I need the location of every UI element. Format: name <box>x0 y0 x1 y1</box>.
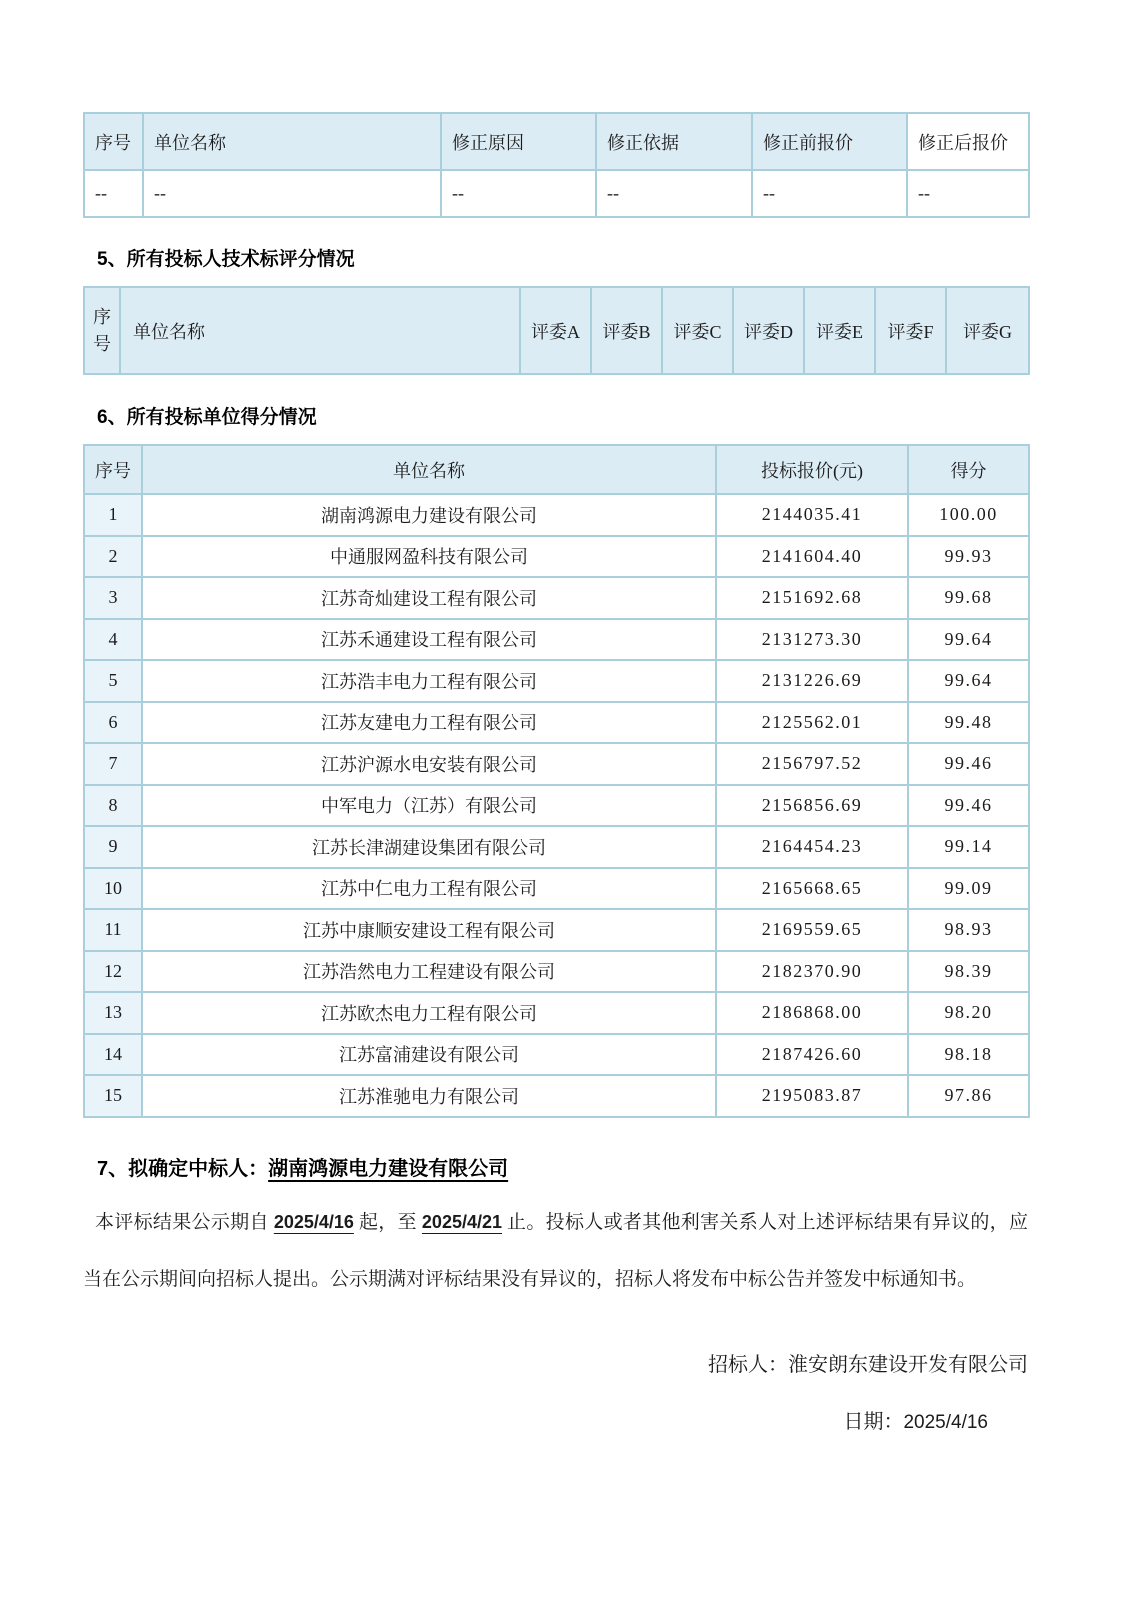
score-cell: 99.64 <box>908 619 1029 661</box>
score-cell: 98.18 <box>908 1034 1029 1076</box>
correction-cell: -- <box>84 170 143 217</box>
price-cell: 2151692.68 <box>716 577 908 619</box>
company-cell: 江苏沪源水电安装有限公司 <box>142 743 716 785</box>
column-header-judge-a: 评委A <box>520 287 591 374</box>
date-value: 2025/4/16 <box>903 1411 988 1433</box>
column-header-company: 单位名称 <box>142 445 716 494</box>
correction-cell: -- <box>907 170 1029 217</box>
notice-date-to: 2025/4/21 <box>421 1211 502 1232</box>
score-row <box>84 494 1029 536</box>
winner-name: 湖南鸿源电力建设有限公司 <box>268 1157 509 1180</box>
company-cell: 中通服网盈科技有限公司 <box>142 536 716 578</box>
score-cell: 98.93 <box>908 909 1029 951</box>
price-cell: 2164454.23 <box>716 826 908 868</box>
notice-text: 起，至 <box>353 1211 422 1233</box>
score-row <box>84 577 1029 619</box>
score-cell: 99.68 <box>908 577 1029 619</box>
section-5-title: 5、所有投标人技术标评分情况 <box>97 249 355 270</box>
rank-cell: 13 <box>84 992 142 1034</box>
notice-text: 止。投标人或者其他利害关系人对上述评标结果有异议的，应当在公示期间向招标人提出。公示期满对评标结果没有异议的，招标人将发布中标公告并签发中标通知书。 <box>83 1211 1028 1290</box>
column-header-judge-g: 评委G <box>946 287 1029 374</box>
rank-cell: 3 <box>84 577 142 619</box>
company-cell: 江苏长津湖建设集团有限公司 <box>142 826 716 868</box>
column-header-seq: 序号 <box>84 445 142 494</box>
column-header-price-after: 修正后报价 <box>907 113 1029 170</box>
section-7-title <box>83 1152 1028 1181</box>
score-row <box>84 743 1029 785</box>
score-cell: 99.46 <box>908 785 1029 827</box>
company-cell: 江苏欧杰电力工程有限公司 <box>142 992 716 1034</box>
price-cell: 2195083.87 <box>716 1075 908 1117</box>
rank-cell: 2 <box>84 536 142 578</box>
price-cell: 2186868.00 <box>716 992 908 1034</box>
date-label: 日期： <box>843 1410 904 1433</box>
score-row <box>84 1034 1029 1076</box>
company-cell: 江苏富浦建设有限公司 <box>142 1034 716 1076</box>
public-notice-paragraph <box>83 1194 1028 1308</box>
column-header-judge-e: 评委E <box>804 287 875 374</box>
company-cell: 江苏浩然电力工程建设有限公司 <box>142 951 716 993</box>
column-header-judge-f: 评委F <box>875 287 946 374</box>
price-cell: 2141604.40 <box>716 536 908 578</box>
column-header-basis: 修正依据 <box>596 113 752 170</box>
column-header-judge-d: 评委D <box>733 287 804 374</box>
column-header-bid-price: 投标报价(元) <box>716 445 908 494</box>
price-cell: 2144035.41 <box>716 494 908 536</box>
column-header-price-before: 修正前报价 <box>752 113 907 170</box>
price-cell: 2187426.60 <box>716 1034 908 1076</box>
bidder-name: 淮安朗东建设开发有限公司 <box>788 1353 1028 1376</box>
score-cell: 99.46 <box>908 743 1029 785</box>
score-cell: 97.86 <box>908 1075 1029 1117</box>
correction-cell: -- <box>441 170 596 217</box>
correction-cell: -- <box>752 170 907 217</box>
rank-cell: 7 <box>84 743 142 785</box>
score-row <box>84 951 1029 993</box>
price-cell: 2131226.69 <box>716 660 908 702</box>
score-cell: 99.93 <box>908 536 1029 578</box>
tech-header-row <box>84 287 1029 374</box>
score-row <box>84 909 1029 951</box>
score-cell: 98.20 <box>908 992 1029 1034</box>
rank-cell: 8 <box>84 785 142 827</box>
company-cell: 江苏奇灿建设工程有限公司 <box>142 577 716 619</box>
rank-cell: 1 <box>84 494 142 536</box>
score-row <box>84 868 1029 910</box>
company-cell: 江苏禾通建设工程有限公司 <box>142 619 716 661</box>
unit-score-table <box>83 444 1030 1118</box>
score-cell: 99.48 <box>908 702 1029 744</box>
correction-header-row <box>84 113 1029 170</box>
score-row <box>84 1075 1029 1117</box>
score-row <box>84 826 1029 868</box>
score-row <box>84 619 1029 661</box>
score-cell: 99.09 <box>908 868 1029 910</box>
price-cell: 2125562.01 <box>716 702 908 744</box>
column-header-reason: 修正原因 <box>441 113 596 170</box>
price-cell: 2131273.30 <box>716 619 908 661</box>
rank-cell: 9 <box>84 826 142 868</box>
technical-score-table <box>83 286 1030 375</box>
score-row <box>84 702 1029 744</box>
price-cell: 2165668.65 <box>716 868 908 910</box>
score-cell: 99.14 <box>908 826 1029 868</box>
company-cell: 江苏友建电力工程有限公司 <box>142 702 716 744</box>
company-cell: 江苏浩丰电力工程有限公司 <box>142 660 716 702</box>
bidder-line <box>83 1348 1028 1377</box>
score-row <box>84 992 1029 1034</box>
price-correction-table <box>83 112 1030 218</box>
score-row <box>84 660 1029 702</box>
company-cell: 江苏中仁电力工程有限公司 <box>142 868 716 910</box>
score-row <box>84 785 1029 827</box>
column-header-company: 单位名称 <box>143 113 441 170</box>
correction-cell: -- <box>596 170 752 217</box>
column-header-score: 得分 <box>908 445 1029 494</box>
company-cell: 中军电力（江苏）有限公司 <box>142 785 716 827</box>
rank-cell: 12 <box>84 951 142 993</box>
score-row <box>84 536 1029 578</box>
column-header-judge-b: 评委B <box>591 287 662 374</box>
winner-prefix: 7、拟确定中标人： <box>97 1157 269 1180</box>
rank-cell: 11 <box>84 909 142 951</box>
content-area <box>83 0 1028 1434</box>
price-cell: 2169559.65 <box>716 909 908 951</box>
company-cell: 江苏淮驰电力有限公司 <box>142 1075 716 1117</box>
score-cell: 99.64 <box>908 660 1029 702</box>
column-header-judge-c: 评委C <box>662 287 733 374</box>
rank-cell: 6 <box>84 702 142 744</box>
notice-date-from: 2025/4/16 <box>273 1211 354 1232</box>
company-cell: 江苏中康顺安建设工程有限公司 <box>142 909 716 951</box>
date-line <box>83 1405 1028 1434</box>
rank-cell: 5 <box>84 660 142 702</box>
section-6-title: 6、所有投标单位得分情况 <box>97 407 317 428</box>
bidder-label: 招标人： <box>708 1353 788 1376</box>
column-header-company: 单位名称 <box>120 287 520 374</box>
rank-cell: 4 <box>84 619 142 661</box>
rank-cell: 10 <box>84 868 142 910</box>
correction-cell: -- <box>143 170 441 217</box>
rank-cell: 15 <box>84 1075 142 1117</box>
price-cell: 2156856.69 <box>716 785 908 827</box>
price-cell: 2156797.52 <box>716 743 908 785</box>
column-header-seq: 序号 <box>84 287 120 374</box>
company-cell: 湖南鸿源电力建设有限公司 <box>142 494 716 536</box>
correction-empty-row <box>84 170 1029 217</box>
score-cell: 98.39 <box>908 951 1029 993</box>
price-cell: 2182370.90 <box>716 951 908 993</box>
notice-text: 本评标结果公示期自 <box>95 1211 274 1233</box>
rank-cell: 14 <box>84 1034 142 1076</box>
score-header-row <box>84 445 1029 494</box>
score-cell: 100.00 <box>908 494 1029 536</box>
column-header-seq: 序号 <box>84 113 143 170</box>
